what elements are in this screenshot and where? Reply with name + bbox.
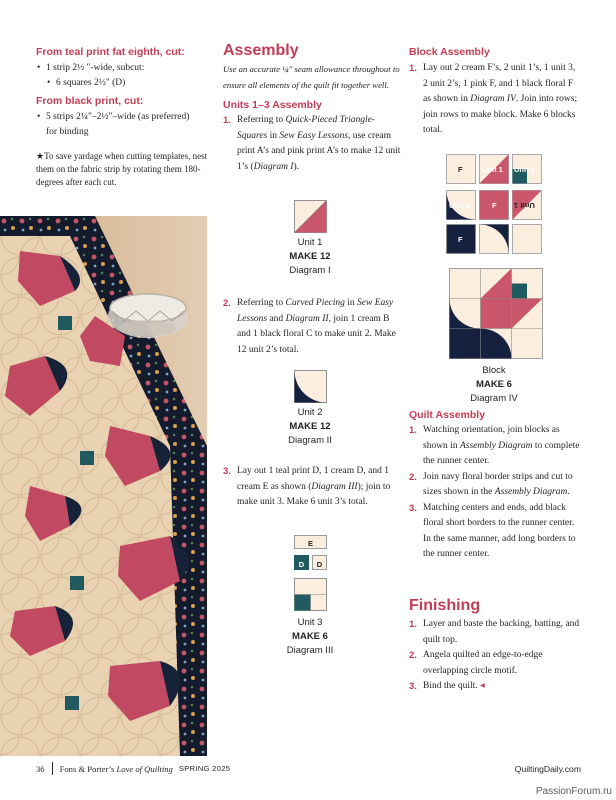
unit2-diagram xyxy=(294,370,327,403)
piece-f-cream-b xyxy=(513,225,542,254)
label-unit1-a: Unit 1 xyxy=(482,165,503,174)
unit3-diagram xyxy=(294,578,327,611)
piece-unit2-b xyxy=(480,225,509,254)
label-f2: F xyxy=(492,201,497,210)
quilt-step-1: 1. Watching orientation, join blocks as shown in Assembly Diagram to complete the runner center. xyxy=(409,425,580,466)
cutting-section xyxy=(36,46,208,189)
piece-label: D xyxy=(316,560,323,569)
unit-label: Unit 3 xyxy=(297,617,323,628)
quilt-assembly-heading: Quilt Assembly xyxy=(409,409,486,421)
quilt-step-2: 2. Join navy floral border strips and cut to sizes shown in the Assembly Diagram. xyxy=(409,471,573,497)
step-number: 2. xyxy=(223,298,231,309)
unit3-piece-d-teal xyxy=(294,555,309,570)
magazine-name: Fons & Porter’s Love of Quilting xyxy=(59,763,173,774)
step-number: 3. xyxy=(223,466,231,477)
make-count: MAKE 12 xyxy=(289,251,331,262)
step-number: 3. xyxy=(409,681,417,692)
step-number: 1. xyxy=(409,619,417,630)
footer-divider xyxy=(52,762,53,775)
block-assembly-section xyxy=(409,46,581,139)
diagram3-caption xyxy=(260,616,360,658)
black-cut-list xyxy=(36,110,208,140)
label-unit3: Unit 3 xyxy=(514,165,535,174)
finishing-step-3: 3. Bind the quilt. ◂ xyxy=(409,679,581,695)
diagram-name: Diagram III xyxy=(286,645,334,656)
block-step: 1. Lay out 2 cream F’s, 2 unit 1’s, 1 unit 3, 2 unit 2’s, 1 pink F, and 1 black floral F as shown in Diagram IV. Join into rows; join rows to make block. Make 6 blocks total. xyxy=(409,63,578,135)
step-number: 1. xyxy=(409,63,417,74)
teal-cut-heading: From teal print fat eighth, cut: xyxy=(36,46,185,58)
finishing-section xyxy=(409,597,581,695)
step-number: 2. xyxy=(409,471,417,483)
assembly-intro: Use an accurate ¼" seam allowance throughout to ensure all elements of the quilt fit together well. xyxy=(223,64,400,90)
assembly-section xyxy=(223,42,401,175)
issue-season: SPRING 2025 xyxy=(178,764,231,773)
assembly-title: Assembly xyxy=(223,42,299,59)
finishing-step-1: 1. Layer and baste the backing, batting, and quilt top. xyxy=(409,619,580,645)
diagram2-caption xyxy=(260,406,360,448)
diagram1-caption xyxy=(260,236,360,278)
unit3-piece-d-cream xyxy=(312,555,327,570)
diagram4-caption xyxy=(444,364,544,406)
diagram-name: Diagram II xyxy=(288,435,332,446)
list-item: • 6 squares 2½" (D) xyxy=(36,76,208,91)
make-count: MAKE 6 xyxy=(292,631,328,642)
label-unit2: Unit 2 xyxy=(449,201,470,210)
label-f3: F xyxy=(458,235,463,244)
label-unit1-b: Unit 1 xyxy=(514,201,535,210)
finishing-title: Finishing xyxy=(409,597,481,614)
unit1-step: 1. Referring to Quick-Pieced Triangle-Squares in Sew Easy Lessons, use cream print A’s and pink print A’s to make 12 unit 1’s (Diagram I). xyxy=(223,115,401,172)
step-number: 1. xyxy=(409,425,417,436)
block-diagram xyxy=(449,268,545,361)
step-number: 1. xyxy=(223,115,231,126)
site-link[interactable]: QuiltingDaily.com xyxy=(514,763,581,774)
unit2-step: 2. Referring to Curved Piecing in Sew Easy Lessons and Diagram II, join 1 cream B and 1 black floral C to make unit 2. Make 12 unit 2’s total. xyxy=(223,298,396,355)
quilt-assembly-section xyxy=(409,409,581,563)
piece-label: D xyxy=(298,560,305,569)
black-cut-heading: From black print, cut: xyxy=(36,95,144,107)
finishing-step-2: 2. Angela quilted an edge-to-edge overlapping circle motif. xyxy=(409,650,543,676)
piece-label: E xyxy=(307,539,313,548)
list-item-continued: for binding xyxy=(46,127,89,137)
diagram-name: Diagram I xyxy=(289,265,331,276)
list-item: • 5 strips 2¼"–2½"–wide (as preferred) xyxy=(36,110,208,125)
make-count: MAKE 12 xyxy=(289,421,331,432)
list-item: • 1 strip 2½ "-wide, subcut: xyxy=(36,61,208,76)
quilt-step-3: 3. Matching centers and ends, add black floral short borders to the runner center. In the same manner, add long borders to the runner center. xyxy=(409,502,576,559)
label-f1: F xyxy=(458,165,463,174)
yardage-note: ★To save yardage when cutting templates, nest them on the fabric strip by rotating them 180-degrees after each cut. xyxy=(36,151,208,187)
unit1-diagram xyxy=(294,200,327,233)
units-heading: Units 1–3 Assembly xyxy=(223,99,322,111)
block-heading: Block Assembly xyxy=(409,46,490,58)
diagram-name: Diagram IV xyxy=(470,393,518,404)
end-mark-icon: ◂ xyxy=(480,681,485,691)
teal-cut-list xyxy=(36,61,208,91)
page-footer xyxy=(36,762,581,775)
block-label: Block xyxy=(482,365,506,376)
table-runner-photo xyxy=(0,216,207,756)
unit-label: Unit 1 xyxy=(297,237,323,248)
page-number: 36 xyxy=(36,763,45,774)
watermark: PassionForum.ru xyxy=(535,786,612,797)
step-number: 2. xyxy=(409,650,417,661)
unit-label: Unit 2 xyxy=(297,407,323,418)
step-number: 3. xyxy=(409,502,417,514)
make-count: MAKE 6 xyxy=(476,379,512,390)
unit3-step: 3. Lay out 1 teal print D, 1 cream D, and 1 cream E as shown (Diagram III); join to make unit 3. Make 6 unit 3’s total. xyxy=(223,466,391,507)
unit3-piece-e xyxy=(294,535,327,549)
runner-photo-illustration xyxy=(0,216,207,756)
